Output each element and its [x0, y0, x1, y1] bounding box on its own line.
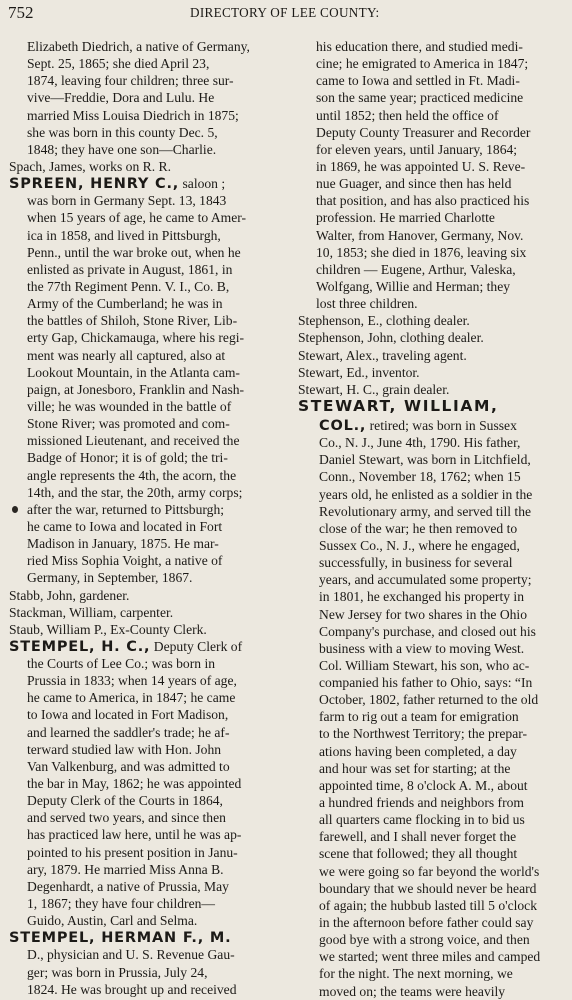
- text-line: Stone River; was promoted and com-: [27, 416, 230, 432]
- text-line: the 77th Regiment Penn. V. I., Co. B,: [27, 278, 230, 294]
- text-line: Germany, in September, 1867.: [27, 570, 193, 586]
- text-line: the Courts of Lee Co.; was born in: [27, 656, 216, 672]
- text-line: ville; he was wounded in the battle of: [27, 398, 232, 414]
- text-line: ried Miss Sophia Voight, a native of: [27, 553, 223, 569]
- text-line: has practiced law here, until he was ap-: [27, 827, 242, 843]
- text-line: Sept. 25, 1865; she died April 23,: [27, 56, 210, 72]
- text-line: ment was nearly all captured, also at: [27, 347, 226, 363]
- text-line: the bar in May, 1862; he was appointed: [27, 776, 242, 792]
- listing-line: Stewart, Ed., inventor.: [298, 364, 420, 380]
- text-line: 1874, leaving four children; three sur-: [27, 73, 234, 89]
- text-line: after the war, returned to Pittsburgh;: [27, 501, 225, 517]
- text-line: she was born in this county Dec. 5,: [27, 124, 218, 140]
- text-line: Lookout Mountain, in the Atlanta cam-: [27, 364, 240, 380]
- text-line: and served two years, and since then: [27, 810, 226, 826]
- text-line: in 1801, he exchanged his property in: [319, 589, 524, 605]
- text-line: a hundred friends and neighbors from: [319, 795, 524, 811]
- entry-name: STEMPEL, HERMAN F., M.: [9, 930, 232, 947]
- entry-first-line: [9, 638, 279, 655]
- text-line: children — Eugene, Arthur, Valeska,: [316, 261, 516, 277]
- text-line: COL., retired; was born in Sussex: [319, 417, 517, 434]
- entry-first-text: saloon ;: [179, 176, 226, 192]
- page-number: 752: [8, 3, 34, 22]
- text-line: close of the war; he then removed to: [319, 520, 518, 536]
- page-header: [0, 2, 572, 24]
- text-line: when 15 years of age, he came to Amer-: [27, 210, 247, 226]
- listing-line: Stephenson, E., clothing dealer.: [298, 313, 470, 329]
- directory-entry: [9, 929, 279, 998]
- text-line: Col. William Stewart, his son, who ac-: [319, 657, 530, 673]
- entry-name: SPREEN, HENRY C.,: [9, 176, 180, 193]
- text-line: appointed time, 8 o'clock A. M., about: [319, 777, 528, 793]
- text-line: 14th, and the star, the 20th, army corps;: [27, 484, 243, 500]
- text-line: he came to Iowa and located in Fort: [27, 518, 223, 534]
- text-line: nue Guager, and since then has held: [316, 176, 512, 192]
- text-line: Badge of Honor; it is of gold; the tri-: [27, 450, 228, 466]
- text-line: and hour was set for starting; at the: [319, 760, 511, 776]
- text-line: 1824. He was brought up and received: [27, 981, 237, 997]
- directory-entry: [298, 38, 565, 312]
- text-line: erty Gap, Chickamauga, where his regi-: [27, 330, 245, 346]
- text-line: terward studied law with Hon. John: [27, 741, 222, 757]
- text-line: paign, at Jonesboro, Franklin and Nash-: [27, 381, 245, 397]
- text-line: Deputy County Treasurer and Recorder: [316, 124, 531, 140]
- left-column: [9, 38, 279, 998]
- text-line: Degenhardt, a native of Prussia, May: [27, 878, 229, 894]
- text-line: Madison in January, 1875. He mar-: [27, 536, 219, 552]
- text-line: that position, and has also practiced his: [316, 193, 530, 209]
- text-line: October, 1802, father returned to the old: [319, 692, 539, 708]
- listing-line: Spach, James, works on R. R.: [9, 158, 171, 174]
- text-line: to Iowa and located in Fort Madison,: [27, 707, 229, 723]
- text-line: the battles of Shiloh, Stone River, Lib-: [27, 313, 238, 329]
- text-line: ary, 1879. He married Miss Anna B.: [27, 861, 224, 877]
- text-line: we were going so far beyond the world's: [319, 863, 540, 879]
- text-line: Revolutionary army, and served till the: [319, 503, 532, 519]
- entry-first-line: [298, 398, 565, 417]
- text-line: profession. He married Charlotte: [316, 210, 495, 226]
- text-line: successfully, in business for several: [319, 555, 513, 571]
- text-line: Co., N. J., June 4th, 1790. His father,: [319, 435, 521, 451]
- right-column: [298, 38, 565, 1000]
- text-line: Elizabeth Diedrich, a native of Germany,: [27, 39, 250, 54]
- entry-name: STEMPEL, H. C.,: [9, 638, 151, 655]
- directory-entry: [9, 587, 279, 638]
- text-line: in the afternoon before father could say: [319, 915, 534, 931]
- listing-line: Stackman, William, carpenter.: [9, 604, 174, 620]
- directory-entry: [9, 638, 279, 929]
- directory-entry: [298, 398, 565, 1000]
- text-line: Wolfgang, Willie and Herman; they: [316, 278, 511, 294]
- text-line: and learned the saddler's trade; he af-: [27, 724, 230, 740]
- text-line: ger; was born in Prussia, July 24,: [27, 964, 208, 980]
- text-line: Guido, Austin, Carl and Selma.: [27, 913, 198, 929]
- text-line: scene that followed; they all thought: [319, 846, 518, 862]
- text-line: for eleven years, until January, 1864;: [316, 141, 518, 157]
- listing-line: Stabb, John, gardener.: [9, 587, 130, 603]
- text-line: New Jersey for two shares in the Ohio: [319, 606, 528, 622]
- entry-first-line: [9, 929, 279, 946]
- text-line: companied his father to Ohio, says: “In: [319, 675, 533, 691]
- text-line: Army of the Cumberland; he was in: [27, 296, 223, 312]
- text-line: missioned Lieutenant, and received the: [27, 433, 240, 449]
- text-line: Van Valkenburg, and was admitted to: [27, 758, 230, 774]
- text-line: ations having been completed, a day: [319, 743, 517, 759]
- entry-name: STEWART, WILLIAM,: [298, 396, 499, 415]
- text-line: 1848; they have one son—Charlie.: [27, 141, 217, 157]
- text-line: to the Northwest Territory; the prepar-: [319, 726, 528, 742]
- text-line: D., physician and U. S. Revenue Gau-: [27, 947, 235, 963]
- ink-blot: [12, 506, 18, 513]
- text-line: Walter, from Hanover, Germany, Nov.: [316, 227, 524, 243]
- text-line: was born in Germany Sept. 13, 1843: [27, 193, 227, 209]
- text-line: his education there, and studied medi-: [316, 39, 523, 54]
- text-line: Daniel Stewart, was born in Litchfield,: [319, 452, 531, 468]
- directory-entry: [9, 38, 279, 158]
- text-line: son the same year; practiced medicine: [316, 90, 524, 106]
- text-line: moved on; the teams were heavily: [319, 983, 506, 999]
- text-line: ica in 1858, and lived in Pittsburgh,: [27, 227, 221, 243]
- text-line: until 1852; then held the office of: [316, 107, 499, 123]
- text-line: enlisted as private in August, 1861, in: [27, 261, 233, 277]
- running-head: DIRECTORY OF LEE COUNTY:: [190, 5, 380, 20]
- directory-entry: [9, 158, 279, 175]
- listing-line: Stewart, Alex., traveling agent.: [298, 347, 467, 363]
- text-line: lost three children.: [316, 296, 418, 312]
- text-line: Conn., November 18, 1762; when 15: [319, 469, 521, 485]
- listing-line: Staub, William P., Ex-County Clerk.: [9, 621, 207, 637]
- text-line: Prussia in 1833; when 14 years of age,: [27, 673, 237, 689]
- text-line: he came to America, in 1847; he came: [27, 690, 236, 706]
- text-line: Penn., until the war broke out, when he: [27, 244, 241, 260]
- listing-line: Stewart, H. C., grain dealer.: [298, 381, 450, 397]
- text-line: of again; the hubbub lasted till 5 o'clock: [319, 897, 538, 913]
- text-line: farewell, and I shall never forget the: [319, 829, 517, 845]
- text-line: pointed to his present position in Janu-: [27, 844, 238, 860]
- listing-line: Stephenson, John, clothing dealer.: [298, 330, 484, 346]
- text-line: years old, he enlisted as a soldier in the: [319, 486, 533, 502]
- text-line: came to Iowa and settled in Ft. Madi-: [316, 73, 520, 89]
- text-line: Company's purchase, and closed out his: [319, 623, 536, 639]
- text-line: business with a view to moving West.: [319, 640, 525, 656]
- text-line: Deputy Clerk of the Courts in 1864,: [27, 793, 223, 809]
- entry-first-line: [9, 175, 279, 192]
- text-line: vive—Freddie, Dora and Lulu. He: [27, 90, 215, 106]
- text-line: 1, 1867; they have four children—: [27, 896, 215, 912]
- text-line: angle represents the 4th, the acorn, the: [27, 467, 237, 483]
- text-line: boundary that we should never be heard: [319, 880, 537, 896]
- entry-first-text: Deputy Clerk of: [150, 638, 243, 654]
- directory-entry: [9, 175, 279, 586]
- text-line: married Miss Louisa Diedrich in 1875;: [27, 107, 239, 123]
- text-line: good bye with a strong voice, and then: [319, 932, 530, 948]
- text-line: Sussex Co., N. J., where he engaged,: [319, 537, 520, 553]
- text-line: farm to rig out a team for emigration: [319, 709, 519, 725]
- text-line: years, and accumulated some property;: [319, 572, 532, 588]
- text-line: in 1869, he was appointed U. S. Reve-: [316, 158, 526, 174]
- text-line: all quarters came flocking in to bid us: [319, 812, 525, 828]
- directory-entry: [298, 312, 565, 398]
- text-line: we started; went three miles and camped: [319, 949, 541, 965]
- text-line: cine; he emigrated to America in 1847;: [316, 56, 529, 72]
- text-line: for the night. The next morning, we: [319, 966, 513, 982]
- text-line: 10, 1853; she died in 1876, leaving six: [316, 244, 527, 260]
